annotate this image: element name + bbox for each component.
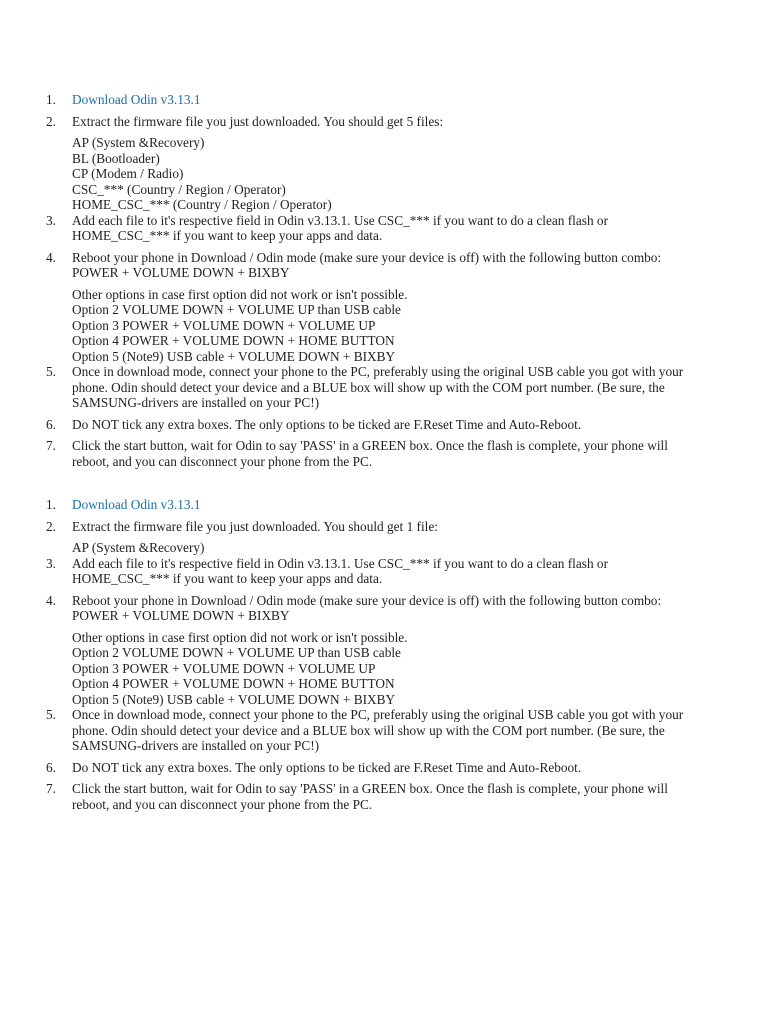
boot-options-list bbox=[72, 630, 688, 708]
step-number: 4. bbox=[46, 592, 56, 608]
step-number: 5. bbox=[46, 364, 56, 379]
boot-option-line: Other options in case first option did not work or isn't possible. bbox=[72, 629, 408, 645]
file-list-item: HOME_CSC_*** (Country / Region / Operator) bbox=[72, 197, 332, 212]
boot-option-line: Option 4 POWER + VOLUME DOWN + HOME BUTTON bbox=[72, 333, 395, 348]
boot-option-line: Option 2 VOLUME DOWN + VOLUME UP than USB cable bbox=[72, 645, 401, 660]
step-text: Click the start button, wait for Odin to say 'PASS' in a GREEN box. Once the flash is complete, your phone will reboot, and you can disconnect your phone from the PC. bbox=[72, 781, 668, 812]
section-divider-space bbox=[0, 475, 768, 497]
instructions-content bbox=[0, 92, 768, 818]
step-item bbox=[0, 213, 768, 244]
boot-option-line: Option 3 POWER + VOLUME DOWN + VOLUME UP bbox=[72, 660, 376, 676]
step-text: Extract the firmware file you just downloaded. You should get 5 files: bbox=[72, 113, 444, 129]
step-text: Extract the firmware file you just downloaded. You should get 1 file: bbox=[72, 518, 438, 534]
file-list-item: CP (Modem / Radio) bbox=[72, 166, 184, 181]
boot-option-line: Option 2 VOLUME DOWN + VOLUME UP than USB cable bbox=[72, 302, 401, 317]
file-list bbox=[72, 540, 688, 556]
step-number: 6. bbox=[46, 416, 56, 432]
boot-option-line: Option 3 POWER + VOLUME DOWN + VOLUME UP bbox=[72, 317, 376, 333]
step-item bbox=[0, 114, 768, 213]
boot-option-line: Option 5 (Note9) USB cable + VOLUME DOWN + BIXBY bbox=[72, 348, 396, 364]
file-list-item: AP (System &Recovery) bbox=[72, 135, 205, 150]
step-text: Reboot your phone in Download / Odin mode (make sure your device is off) with the following button combo: POWER + VOLUME DOWN + BIXBY bbox=[72, 249, 662, 280]
step-number: 3. bbox=[46, 555, 56, 571]
step-text: Do NOT tick any extra boxes. The only options to be ticked are F.Reset Time and Auto-Reboot. bbox=[72, 759, 582, 775]
step-number: 5. bbox=[46, 707, 56, 722]
step-text: Once in download mode, connect your phone to the PC, preferably using the original USB cable you got with your phone. Odin should detect your device and a BLUE box will show up with the COM port number. (Be sure, the SAMSUNG-drivers are installed on your PC!) bbox=[72, 364, 684, 410]
step-item bbox=[0, 417, 768, 433]
step-item bbox=[0, 781, 768, 812]
boot-option-line: Option 5 (Note9) USB cable + VOLUME DOWN + BIXBY bbox=[72, 691, 396, 707]
step-number: 7. bbox=[46, 438, 56, 453]
step-item bbox=[0, 760, 768, 776]
file-list-item: CSC_*** (Country / Region / Operator) bbox=[72, 181, 286, 197]
step-number: 1. bbox=[46, 497, 56, 512]
file-list-item: BL (Bootloader) bbox=[72, 150, 160, 166]
step-text: Add each file to it's respective field in Odin v3.13.1. Use CSC_*** if you want to do a clean flash or HOME_CSC_*** if you want to keep your apps and data. bbox=[72, 555, 609, 586]
step-number: 6. bbox=[46, 759, 56, 775]
step-text: Reboot your phone in Download / Odin mode (make sure your device is off) with the following button combo: POWER + VOLUME DOWN + BIXBY bbox=[72, 592, 662, 623]
step-item bbox=[0, 519, 768, 556]
step-item bbox=[0, 438, 768, 469]
boot-option-line: Other options in case first option did not work or isn't possible. bbox=[72, 286, 408, 302]
step-item bbox=[0, 593, 768, 708]
step-item bbox=[0, 364, 768, 411]
file-list-item: AP (System &Recovery) bbox=[72, 540, 205, 555]
boot-options-list bbox=[72, 287, 688, 365]
step-text: Click the start button, wait for Odin to say 'PASS' in a GREEN box. Once the flash is complete, your phone will reboot, and you can disconnect your phone from the PC. bbox=[72, 438, 668, 469]
step-number: 4. bbox=[46, 249, 56, 265]
step-number: 7. bbox=[46, 781, 56, 796]
step-item bbox=[0, 707, 768, 754]
step-number: 2. bbox=[46, 113, 56, 129]
download-odin-link[interactable]: Download Odin v3.13.1 bbox=[72, 497, 201, 512]
step-item bbox=[0, 497, 768, 513]
file-list bbox=[72, 135, 688, 213]
step-text: Do NOT tick any extra boxes. The only options to be ticked are F.Reset Time and Auto-Reboot. bbox=[72, 416, 582, 432]
step-number: 3. bbox=[46, 212, 56, 228]
boot-option-line: Option 4 POWER + VOLUME DOWN + HOME BUTTON bbox=[72, 676, 395, 691]
step-text: Once in download mode, connect your phone to the PC, preferably using the original USB cable you got with your phone. Odin should detect your device and a BLUE box will show up with the COM port number. (Be sure, the SAMSUNG-drivers are installed on your PC!) bbox=[72, 707, 684, 753]
instruction-list-5-files bbox=[0, 92, 768, 469]
step-item bbox=[0, 250, 768, 365]
step-text: Add each file to it's respective field in Odin v3.13.1. Use CSC_*** if you want to do a clean flash or HOME_CSC_*** if you want to keep your apps and data. bbox=[72, 212, 609, 243]
step-number: 2. bbox=[46, 518, 56, 534]
step-number: 1. bbox=[46, 92, 56, 107]
instruction-list-1-file bbox=[0, 497, 768, 812]
step-item bbox=[0, 556, 768, 587]
download-odin-link[interactable]: Download Odin v3.13.1 bbox=[72, 92, 201, 107]
step-item bbox=[0, 92, 768, 108]
